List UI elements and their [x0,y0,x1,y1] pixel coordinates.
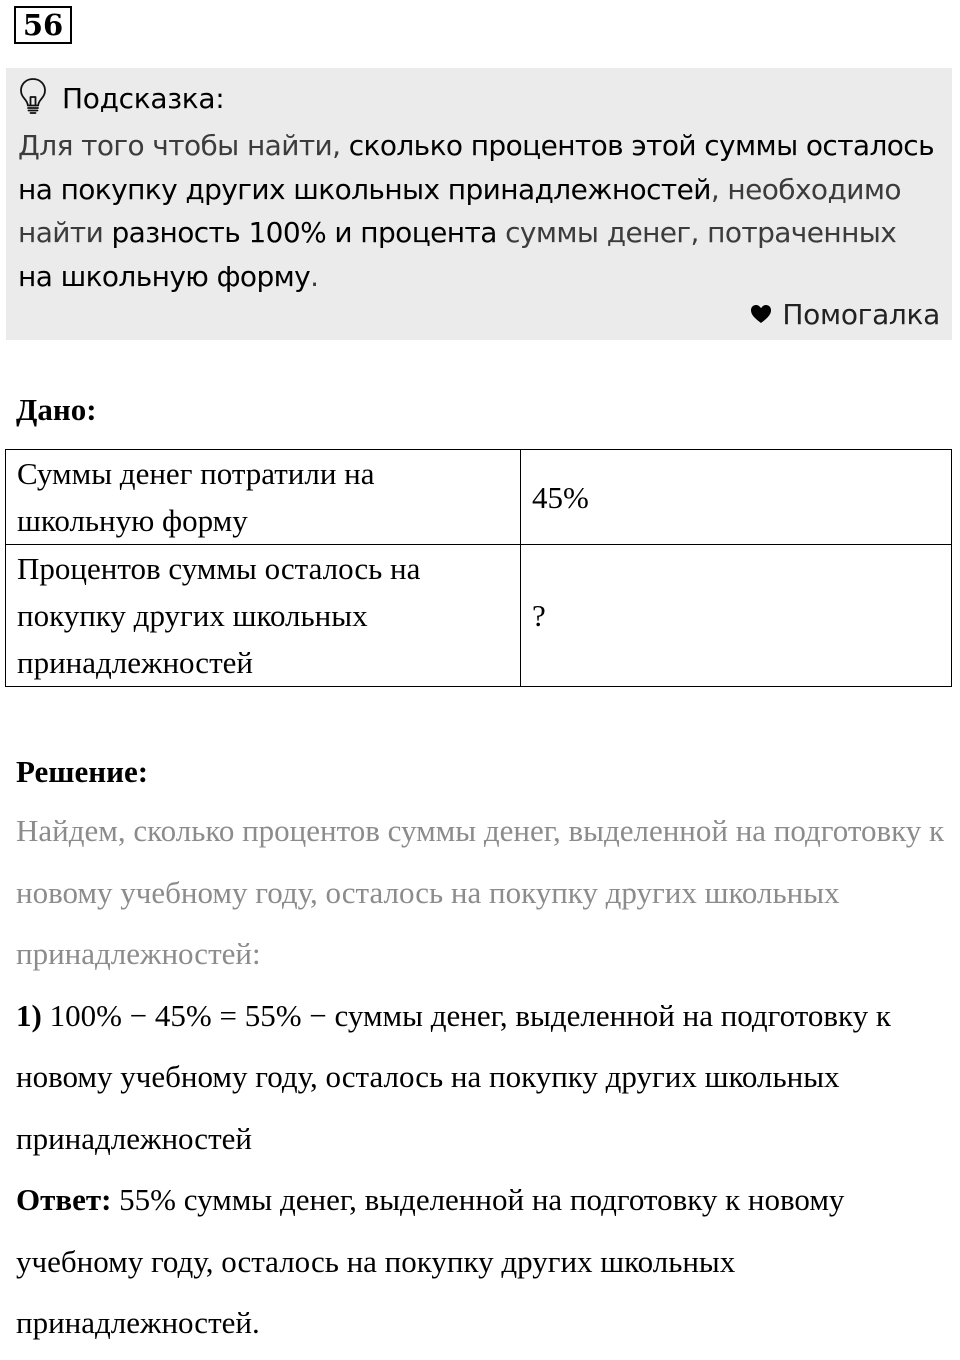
table-row [6,450,952,545]
hint-part: , необходимо найти [18,172,901,249]
hint-part-bold: разность 100% и процента [111,216,497,249]
hint-part: суммы денег, потраченных [496,216,897,249]
heart-icon [750,298,782,331]
solution-intro: Найдем, сколько процентов суммы денег, выделенной на подготовку к новому учебному году, осталось на покупку других школьных принадлежностей: [16,813,945,971]
hint-text [18,124,938,298]
solution-step [16,985,946,1170]
hint-part-bold: на школьную форму [18,259,311,293]
step-text: − суммы денег, выделенной на подготовку к новому учебному году, осталось на покупку других школьных принадлежностей [16,997,891,1156]
answer-text: 55% суммы денег, выделенной на подготовку к новому учебному году, осталось на покупку других школьных принадлежностей. [16,1182,845,1340]
hint-part: Для того чтобы найти, [18,129,349,162]
solution-label: Решение: [16,754,149,789]
hint-header [18,78,224,118]
hint-footer[interactable] [750,298,940,331]
table-row [6,545,952,687]
answer [16,1169,946,1354]
step-expression: 100% − 45% = 55% [49,997,302,1033]
helper-brand: Помогалка [782,298,940,331]
answer-label: Ответ: [16,1182,112,1217]
given-row-label: Суммы денег потратили на школьную форму [6,450,521,545]
task-number: 56 [14,6,72,44]
hint-part-bold: сколько процентов этой суммы осталось на покупку других школьных принадлежностей [18,129,935,206]
given-row-value: 45% [521,450,952,545]
hint-box [6,68,952,340]
given-label: Дано: [16,392,97,427]
step-number: 1) [16,997,42,1033]
given-table [5,449,952,687]
solution-body [16,800,946,1354]
given-row-value: ? [521,545,952,687]
lightbulb-icon [18,77,48,119]
hint-title: Подсказка: [62,81,225,115]
hint-part: . [310,259,319,293]
given-row-label: Процентов суммы осталось на покупку других школьных принадлежностей [6,545,521,687]
